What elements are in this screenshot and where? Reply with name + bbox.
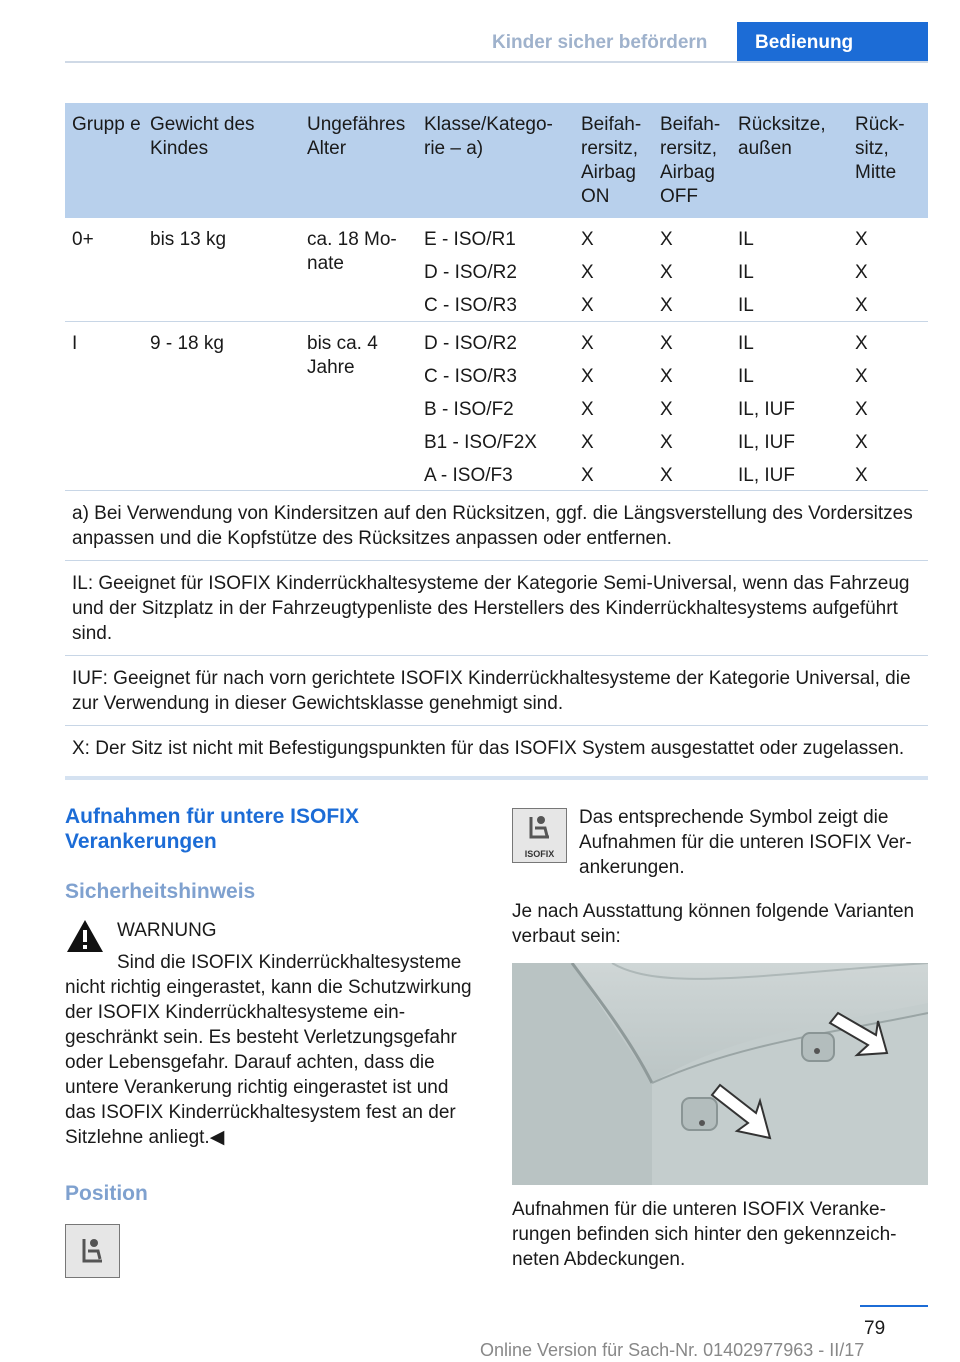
value-entry: X bbox=[855, 333, 868, 354]
value-entry: X bbox=[855, 366, 868, 387]
header-rule bbox=[65, 61, 928, 63]
value-entry: X bbox=[660, 366, 673, 387]
value-entry: IL bbox=[738, 229, 754, 250]
class-entry: D - ISO/R2 bbox=[424, 333, 517, 354]
value-entry: X bbox=[660, 262, 673, 283]
isofix-anchor-icon bbox=[512, 808, 567, 863]
section-title: Kinder sicher befördern bbox=[492, 32, 708, 53]
col-header-airbag-off: Beifah- rersitz, Airbag OFF bbox=[660, 114, 721, 207]
cell-age: ca. 18 Mo- nate bbox=[307, 229, 397, 274]
variants-text: Je nach Ausstattung können folgende Varianten verbaut sein: bbox=[512, 901, 915, 947]
table-end-rule bbox=[65, 776, 928, 780]
col-header-class: Klasse/Katego- rie – a) bbox=[424, 114, 553, 159]
value-entry: X bbox=[660, 295, 673, 316]
table-note: IL: Geeignet für ISOFIX Kinderrückhaltesysteme der Kategorie Semi-Universal, wenn das Fahrzeug und der Sitzplatz in der Fahrzeugtypenliste des Herstellers des Kinderrückhaltesystems aufgeführt sind. bbox=[65, 561, 928, 656]
value-entry: IL bbox=[738, 366, 754, 387]
class-entry: C - ISO/R3 bbox=[424, 366, 517, 387]
cell-airbag-off bbox=[660, 332, 732, 497]
position-subheading: Position bbox=[65, 1182, 148, 1205]
isofix-table bbox=[65, 103, 928, 770]
cell-group: I bbox=[72, 333, 78, 354]
value-entry: X bbox=[581, 366, 594, 387]
value-entry: X bbox=[855, 229, 868, 250]
value-entry: X bbox=[660, 432, 673, 453]
value-entry: X bbox=[581, 262, 594, 283]
table-note: IUF: Geeignet für nach vorn gerichtete ISOFIX Kinderrückhaltesysteme der Kategorie Universal, die zur Verwendung in dieser Gewichtsklasse genehmigt sind. bbox=[65, 656, 928, 726]
cell-rear-outer bbox=[738, 332, 848, 497]
cell-group: 0+ bbox=[72, 229, 94, 250]
isofix-icon-label: ISOFIX bbox=[524, 849, 555, 859]
warning-label: WARNUNG bbox=[117, 920, 217, 941]
value-entry: IL, IUF bbox=[738, 399, 796, 420]
table-note: X: Der Sitz ist nicht mit Befestigungspunkten für das ISOFIX System ausgestattet oder zugelassen. bbox=[72, 738, 905, 759]
cell-classes bbox=[424, 332, 574, 497]
footer-online-version: Online Version für Sach-Nr. 01402977963 - II/17 bbox=[480, 1340, 865, 1360]
value-entry: IL bbox=[738, 295, 754, 316]
value-entry: X bbox=[855, 262, 868, 283]
value-entry: IL bbox=[738, 262, 754, 283]
value-entry: X bbox=[581, 333, 594, 354]
value-entry: IL, IUF bbox=[738, 465, 796, 486]
value-entry: X bbox=[855, 432, 868, 453]
cell-weight: 9 - 18 kg bbox=[150, 333, 224, 354]
class-entry: B - ISO/F2 bbox=[424, 399, 514, 420]
cell-rear-outer bbox=[738, 228, 848, 327]
cell-airbag-on bbox=[581, 332, 653, 497]
value-entry: X bbox=[660, 333, 673, 354]
class-entry: E - ISO/R1 bbox=[424, 229, 516, 250]
warning-text: Sind die ISOFIX Kinderrückhaltesysteme nicht richtig eingerastet, kann die Schutzwirkung der ISOFIX Kinderrückhaltesysteme eingeschränkt sein. Es besteht Verletzungsgefahr oder Lebensgefahr. Darauf achten, dass die untere Verankerung richtig eingerastet ist und das ISOFIX Kinderrückhaltesystem fest an der Sitzlehne anliegt.◀ bbox=[65, 952, 472, 1148]
value-entry: X bbox=[660, 399, 673, 420]
cell-airbag-on bbox=[581, 228, 653, 327]
cell-airbag-off bbox=[660, 228, 732, 327]
table-row bbox=[65, 322, 928, 491]
class-entry: A - ISO/F3 bbox=[424, 465, 513, 486]
value-entry: X bbox=[660, 229, 673, 250]
table-header bbox=[65, 103, 928, 218]
seat-photo bbox=[512, 963, 928, 1185]
class-entry: B1 - ISO/F2X bbox=[424, 432, 537, 453]
isofix-symbol-icon bbox=[65, 1224, 120, 1278]
value-entry: IL bbox=[738, 333, 754, 354]
footer-rule bbox=[860, 1305, 928, 1307]
value-entry: X bbox=[855, 399, 868, 420]
value-entry: X bbox=[581, 399, 594, 420]
col-header-rear-outer: Rücksitze, außen bbox=[738, 114, 826, 159]
value-entry: X bbox=[581, 295, 594, 316]
class-entry: D - ISO/R2 bbox=[424, 262, 517, 283]
safety-subheading: Sicherheitshinweis bbox=[65, 880, 256, 903]
cell-classes bbox=[424, 228, 574, 327]
value-entry: X bbox=[581, 465, 594, 486]
photo-caption: Aufnahmen für die unteren ISOFIX Verankerungen befinden sich hinter den gekennzeichneten Abdeckungen. bbox=[512, 1199, 897, 1270]
class-entry: C - ISO/R3 bbox=[424, 295, 517, 316]
section-heading: Aufnahmen für untere ISOFIX Verankerungen bbox=[65, 805, 360, 853]
cell-age: bis ca. 4 Jahre bbox=[307, 333, 378, 378]
table-note: a) Bei Verwendung von Kindersitzen auf den Rücksitzen, ggf. die Längsverstellung des Vordersitzes anpassen und die Kopfstütze des Rücksitzes anpassen oder entfernen. bbox=[65, 491, 928, 561]
col-header-weight: Gewicht des Kindes bbox=[150, 114, 255, 159]
value-entry: X bbox=[855, 295, 868, 316]
cell-rear-middle bbox=[855, 332, 925, 497]
cell-weight: bis 13 kg bbox=[150, 229, 227, 250]
table-row bbox=[65, 218, 928, 322]
chapter-tab: Bedienung bbox=[737, 22, 928, 63]
value-entry: X bbox=[581, 432, 594, 453]
warning-icon bbox=[65, 918, 105, 954]
col-header-rear-middle: Rück- sitz, Mitte bbox=[855, 114, 905, 183]
value-entry: X bbox=[855, 465, 868, 486]
value-entry: IL, IUF bbox=[738, 432, 796, 453]
symbol-text: Das entsprechende Symbol zeigt die Aufnahmen für die unteren ISOFIX Verankerungen. bbox=[579, 807, 912, 878]
value-entry: X bbox=[660, 465, 673, 486]
value-entry: X bbox=[581, 229, 594, 250]
cell-rear-middle bbox=[855, 228, 925, 327]
col-header-airbag-on: Beifah- rersitz, Airbag ON bbox=[581, 114, 642, 207]
col-header-group: Grupp e bbox=[72, 114, 141, 135]
col-header-age: Ungefähres Alter bbox=[307, 114, 406, 159]
page-number: 79 bbox=[864, 1318, 886, 1339]
